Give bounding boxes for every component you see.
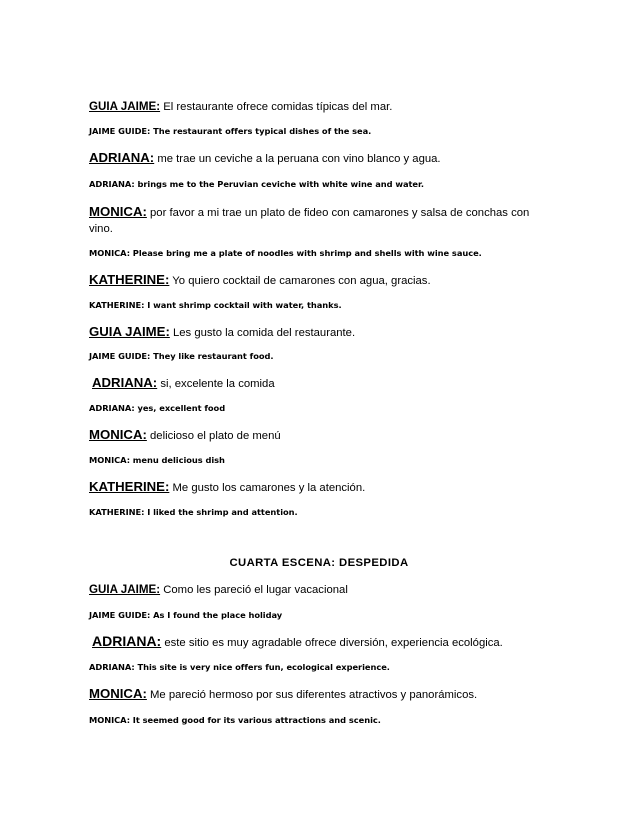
dialogue-spanish-line xyxy=(89,205,551,220)
dialogue-text: Me gusto los camarones y la atención. xyxy=(169,482,366,494)
dialogue-text-continuation: vino. xyxy=(89,223,113,235)
dialogue-spanish-line xyxy=(89,100,551,114)
dialogue-text: El restaurante ofrece comidas típicas del mar. xyxy=(160,101,393,113)
dialogue-text: por favor a mi trae un plato de fideo con camarones y salsa de conchas con xyxy=(146,207,530,219)
dialogue-english-line: ADRIANA: yes, excellent food xyxy=(89,403,226,413)
dialogue-text: este sitio es muy agradable ofrece diversión, experiencia ecológica. xyxy=(161,637,503,649)
dialogue-english-line: MONICA: It seemed good for its various attractions and scenic. xyxy=(89,715,381,725)
scene-heading: CUARTA ESCENA: DESPEDIDA xyxy=(229,557,409,569)
dialogue-english-line: MONICA: Please bring me a plate of noodles with shrimp and shells with wine sauce. xyxy=(89,248,482,258)
dialogue-spanish-line xyxy=(89,151,551,166)
speaker-label: MONICA: xyxy=(89,427,147,442)
dialogue-spanish-line xyxy=(89,634,551,650)
speaker-label: GUIA JAIME: xyxy=(89,100,161,113)
dialogue-english-line: MONICA: menu delicious dish xyxy=(89,455,225,465)
speaker-label: MONICA: xyxy=(89,204,147,219)
dialogue-spanish-line xyxy=(89,273,551,288)
dialogue-spanish-line xyxy=(89,687,551,702)
dialogue-english-line: JAIME GUIDE: As I found the place holiday xyxy=(89,610,283,620)
speaker-label: GUIA JAIME: xyxy=(89,583,161,596)
dialogue-text: Me pareció hermoso por sus diferentes atractivos y panorámicos. xyxy=(146,689,478,701)
dialogue-english-line: KATHERINE: I liked the shrimp and attention. xyxy=(89,507,298,517)
dialogue-text: me trae un ceviche a la peruana con vino blanco y agua. xyxy=(154,153,441,165)
speaker-label: ADRIANA: xyxy=(92,375,158,390)
dialogue-spanish-line xyxy=(89,583,551,597)
dialogue-english-line: JAIME GUIDE: The restaurant offers typical dishes of the sea. xyxy=(89,126,372,136)
dialogue-spanish-line xyxy=(89,376,551,391)
speaker-label: ADRIANA: xyxy=(89,150,155,165)
dialogue-spanish-line xyxy=(89,428,551,443)
speaker-label: KATHERINE: xyxy=(89,479,170,494)
speaker-label: GUIA JAIME: xyxy=(89,324,170,339)
dialogue-text: delicioso el plato de menú xyxy=(146,430,281,442)
speaker-label: ADRIANA: xyxy=(92,633,162,649)
dialogue-english-line: ADRIANA: This site is very nice offers fun, ecological experience. xyxy=(89,662,390,672)
dialogue-text: Les gusto la comida del restaurante. xyxy=(169,327,356,339)
dialogue-text: Yo quiero cocktail de camarones con agua, gracias. xyxy=(169,275,431,287)
dialogue-english-line: KATHERINE: I want shrimp cocktail with water, thanks. xyxy=(89,300,342,310)
speaker-label: KATHERINE: xyxy=(89,272,170,287)
dialogue-text: Como les pareció el lugar vacacional xyxy=(160,584,348,596)
dialogue-spanish-line xyxy=(89,325,551,340)
dialogue-spanish-line xyxy=(89,480,551,495)
speaker-label: MONICA: xyxy=(89,686,147,701)
dialogue-english-line: JAIME GUIDE: They like restaurant food. xyxy=(89,351,274,361)
dialogue-english-line: ADRIANA: brings me to the Peruvian ceviche with white wine and water. xyxy=(89,179,424,189)
dialogue-text: si, excelente la comida xyxy=(157,378,275,390)
